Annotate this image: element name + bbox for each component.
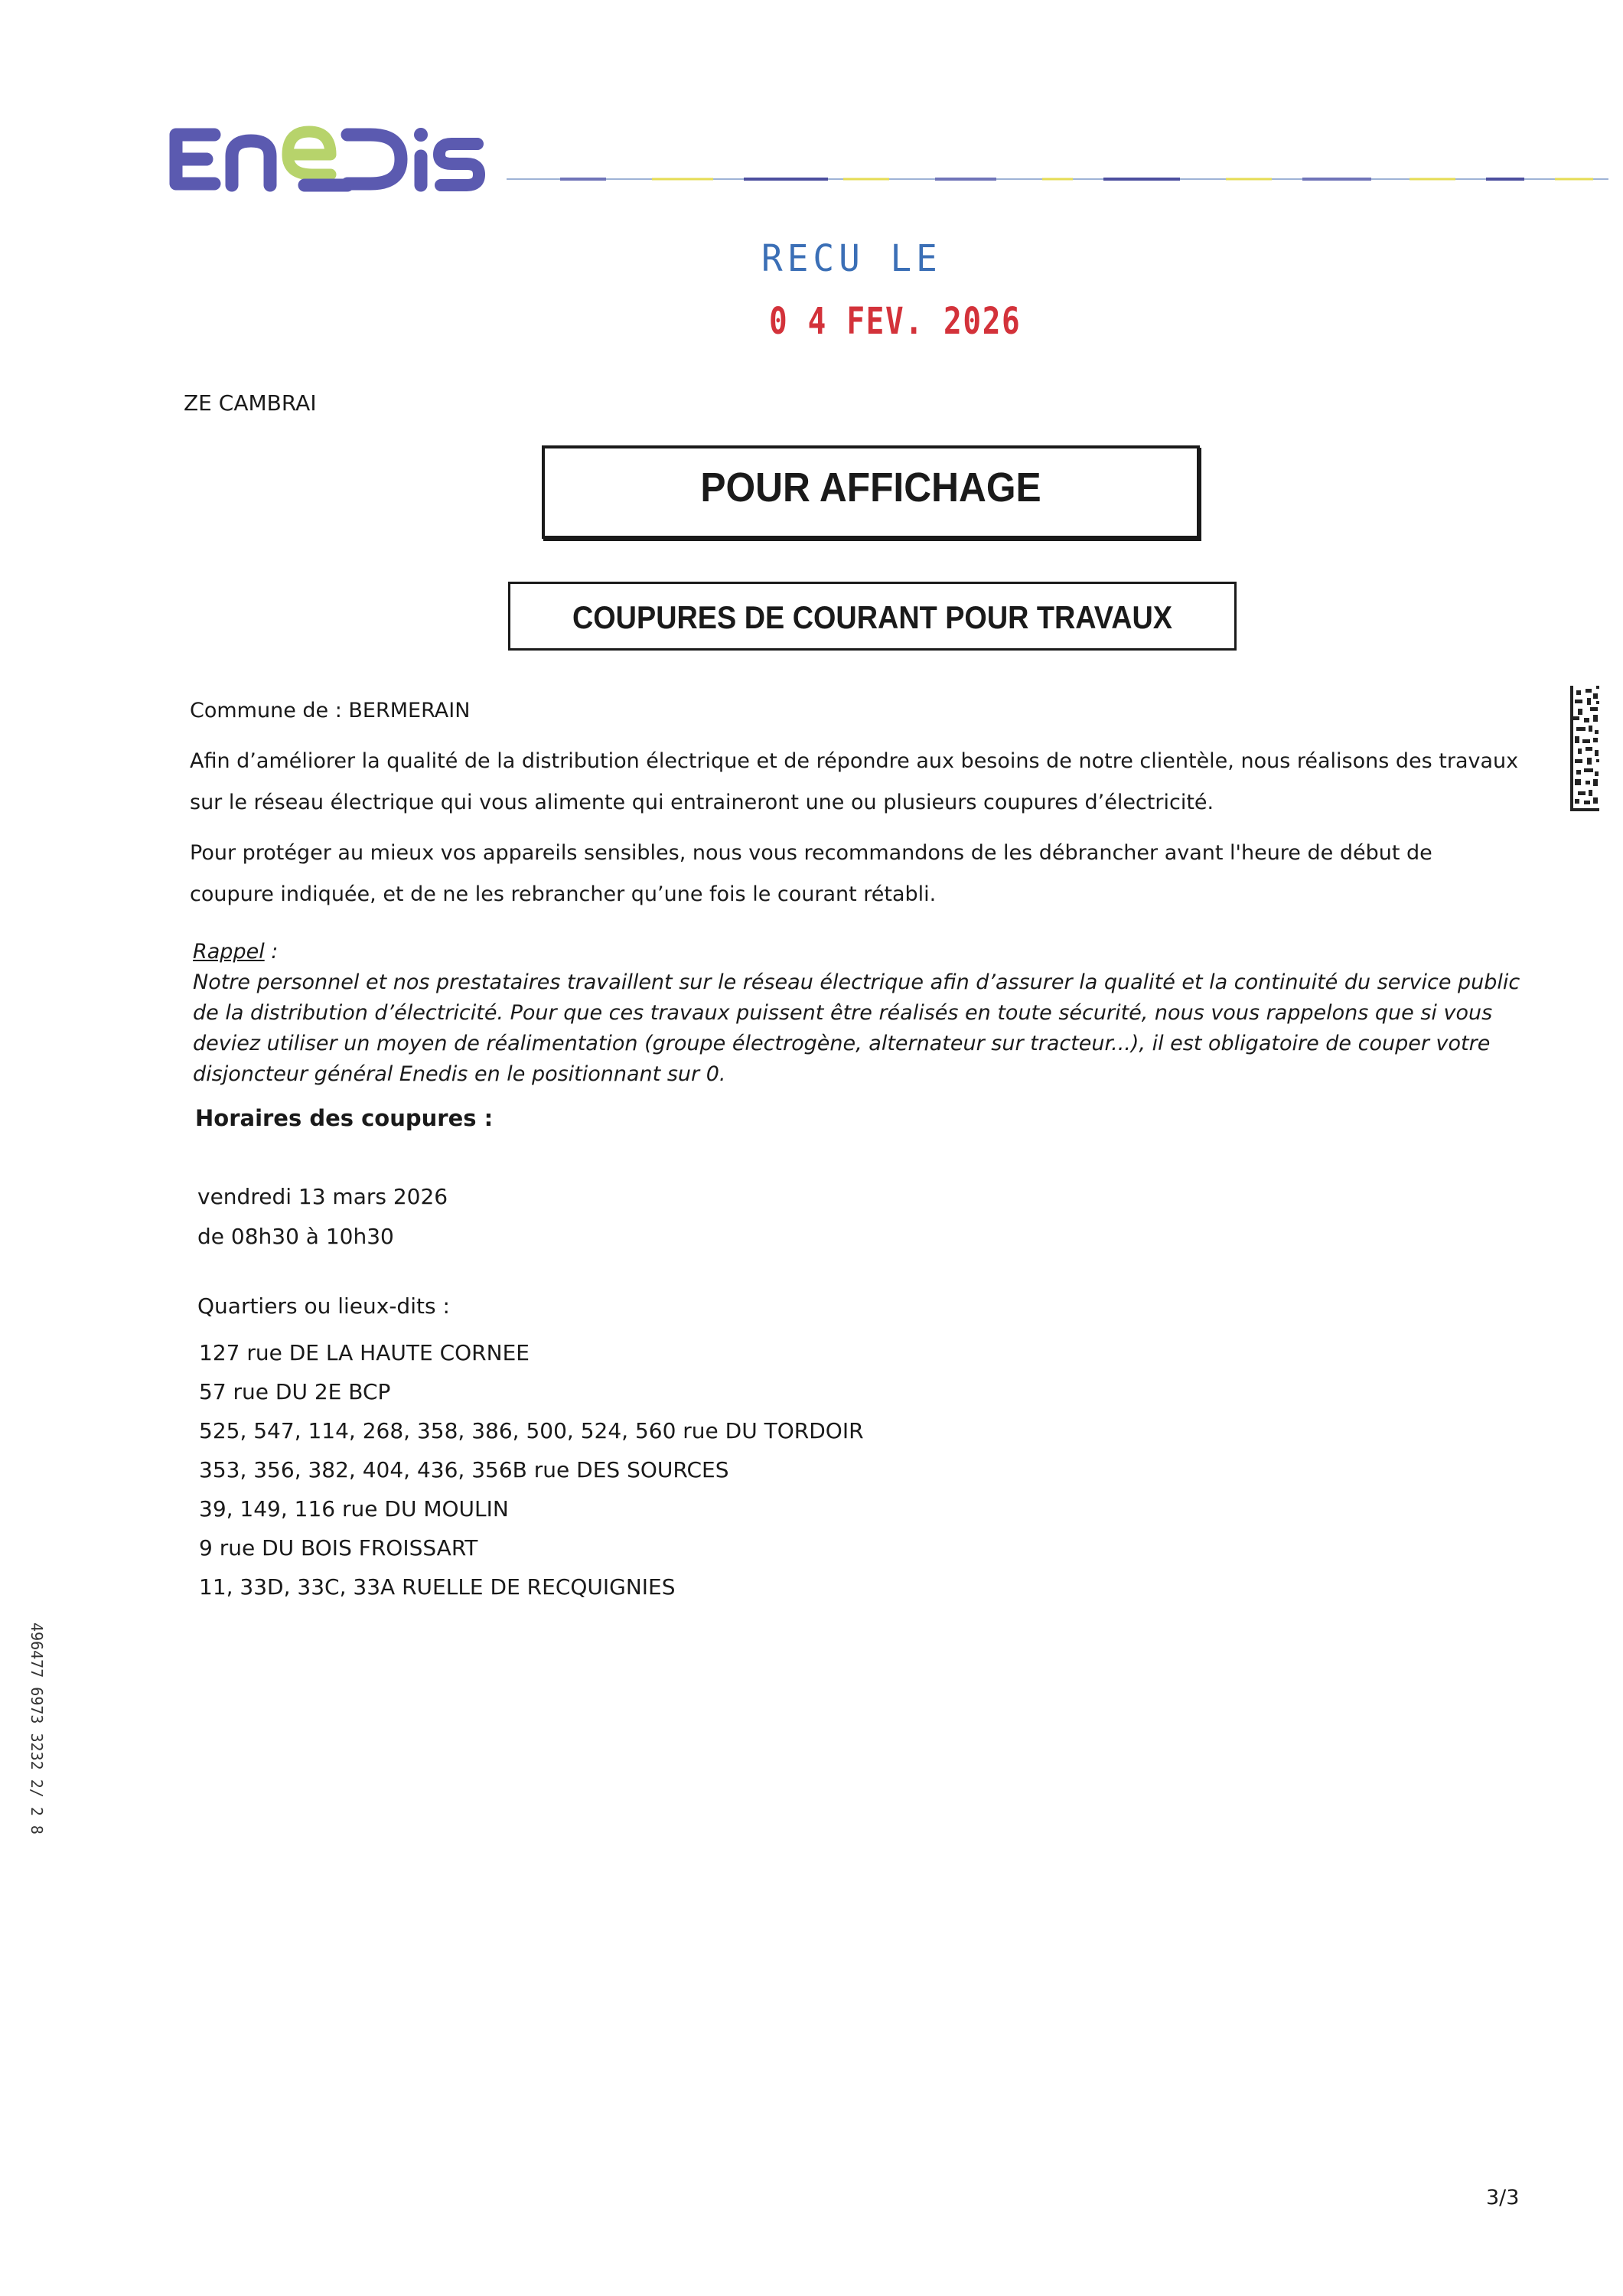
locations-heading: Quartiers ou lieux-dits : <box>197 1293 450 1319</box>
region-label: ZE CAMBRAI <box>184 390 317 416</box>
location-item: 353, 356, 382, 404, 436, 356B rue DES SOURCES <box>199 1457 729 1482</box>
location-item: 525, 547, 114, 268, 358, 386, 500, 524, 560 rue DU TORDOIR <box>199 1418 864 1443</box>
rappel-text: Notre personnel et nos prestataires travaillent sur le réseau électrique afin d’assurer la qualité et la continuité du service public de la distribution d’électricité. Pour que ces travaux puissent être réalisés en toute sécurité, nous vous rappelons que si vous deviez utiliser un moyen de réalimentation (groupe électrogène, alternateur sur tracteur...), il est obligatoire de couper votre disjoncteur général Enedis en le positionnant sur 0. <box>193 970 1520 1086</box>
rappel-block <box>193 937 1524 1090</box>
title-box <box>542 445 1200 539</box>
intro-paragraph: Afin d’améliorer la qualité de la distribution électrique et de répondre aux besoins de notre clientèle, nous réalisons des travaux sur le réseau électrique qui vous alimente qui entraineront une ou plusieurs coupures d’électricité. <box>190 749 1519 814</box>
page-number: 3/3 <box>1486 2186 1520 2210</box>
enedis-logo <box>167 113 488 201</box>
location-item: 39, 149, 116 rue DU MOULIN <box>199 1496 509 1521</box>
schedule-block <box>197 1177 448 1257</box>
page-title: POUR AFFICHAGE <box>700 465 1041 510</box>
page-subtitle: COUPURES DE COURANT POUR TRAVAUX <box>572 599 1173 635</box>
received-stamp-date: 0 4 FEV. 2026 <box>769 300 1022 343</box>
header-rule <box>507 174 1608 185</box>
side-reference <box>23 1623 51 1913</box>
advice-paragraph: Pour protéger au mieux vos appareils sensibles, nous vous recommandons de les débrancher avant l'heure de début de coupure indiquée, et de ne les rebrancher qu’une fois le courant rétabli. <box>190 841 1432 906</box>
location-item: 127 rue DE LA HAUTE CORNEE <box>199 1340 530 1365</box>
locations-list <box>199 1333 864 1606</box>
location-item: 57 rue DU 2E BCP <box>199 1379 391 1404</box>
side-reference-text: 496477 6973 3232 2/ 2 8 <box>28 1623 46 1835</box>
commune-line: Commune de : BERMERAIN <box>190 699 471 722</box>
outage-time: de 08h30 à 10h30 <box>197 1224 394 1249</box>
subtitle-box <box>508 582 1237 651</box>
datamatrix-code <box>1570 686 1599 811</box>
location-item: 11, 33D, 33C, 33A RUELLE DE RECQUIGNIES <box>199 1574 676 1600</box>
received-stamp-label: RECU LE <box>761 236 942 280</box>
rappel-colon: : <box>264 940 279 964</box>
schedule-heading: Horaires des coupures : <box>195 1105 494 1131</box>
outage-date: vendredi 13 mars 2026 <box>197 1184 448 1209</box>
rappel-title: Rappel <box>193 940 265 964</box>
location-item: 9 rue DU BOIS FROISSART <box>199 1535 478 1561</box>
